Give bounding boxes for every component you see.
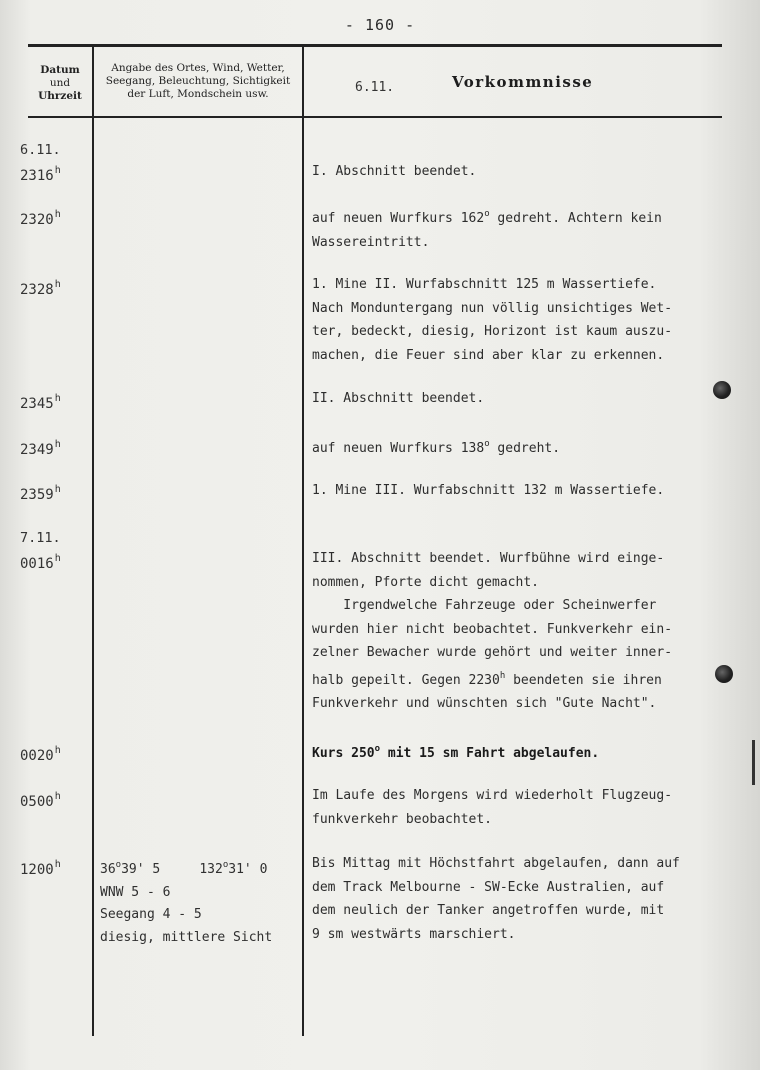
time-cell: 0020$^h$	[20, 745, 61, 764]
page-number: - 160 -	[344, 16, 416, 34]
header-col-ort: Angabe des Ortes, Wind, Wetter, Seegang, Beleuchtung, Sichtigkeit der Luft, Mondschein usw.	[105, 62, 291, 100]
log-entry: auf neuen Wurfkurs 162$^o$ gedreht. Achtern kein Wassereintritt.	[312, 209, 662, 250]
header-title: Vorkommnisse	[452, 73, 594, 91]
header-col-datum: Datum und Uhrzeit	[38, 64, 82, 102]
time-cell: 2349$^h$	[20, 439, 61, 458]
punch-hole	[713, 381, 731, 399]
log-entry: II. Abschnitt beendet.	[312, 391, 485, 406]
log-entry: Kurs 250$^o$ mit 15 sm Fahrt abgelaufen.	[312, 744, 600, 761]
position-weather-cell: 36$^o$39' 5 132$^o$31' 0 WNW 5 - 6 Seegang 4 - 5 diesig, mittlere Sicht	[100, 860, 273, 945]
punch-hole	[715, 665, 733, 683]
time-cell: 2316$^h$	[20, 165, 61, 184]
log-entry: auf neuen Wurfkurs 138$^o$ gedreht.	[312, 439, 561, 456]
date-label: 6.11.	[20, 142, 61, 158]
log-entry: 1. Mine III. Wurfabschnitt 132 m Wassertiefe.	[312, 483, 665, 498]
time-cell: 2328$^h$	[20, 279, 61, 298]
time-cell: 2345$^h$	[20, 393, 61, 412]
log-entry: 1. Mine II. Wurfabschnitt 125 m Wassertiefe. Nach Monduntergang nun völlig unsichtiges Wet- ter, bedeckt, diesig, Horizont ist kaum auszu- machen, die Feuer sind aber klar zu erkennen.	[312, 277, 673, 363]
log-entry: III. Abschnitt beendet. Wurfbühne wird einge- nommen, Pforte dicht gemacht. Irgendwelche Fahrzeuge oder Scheinwerfer wurden hier nicht beobachtet. Funkverkehr ein- zelner Bewacher wurde gehört und weiter inner- halb gepeilt. Gegen 2230$^h$ beendeten sie ihren Funkverkehr und wünschten sich "Gute Nacht".	[312, 551, 673, 711]
time-cell: 2359$^h$	[20, 484, 61, 503]
column-divider-1	[92, 46, 94, 1036]
header-bottom-rule	[28, 116, 722, 118]
time-cell: 0500$^h$	[20, 791, 61, 810]
right-margin-rule	[752, 740, 755, 785]
date-label: 7.11.	[20, 530, 61, 546]
table-top-rule	[28, 44, 722, 47]
log-entry: Bis Mittag mit Höchstfahrt abgelaufen, dann auf dem Track Melbourne - SW-Ecke Australien, auf dem neulich der Tanker angetroffen wurde, mit 9 sm westwärts marschiert.	[312, 856, 680, 942]
header-date: 6.11.	[355, 80, 395, 95]
time-cell: 0016$^h$	[20, 553, 61, 572]
log-entry: Im Laufe des Morgens wird wiederholt Flugzeug- funkverkehr beobachtet.	[312, 788, 673, 827]
time-cell: 2320$^h$	[20, 209, 61, 228]
log-entry: I. Abschnitt beendet.	[312, 164, 477, 179]
time-cell: 1200$^h$	[20, 859, 61, 878]
